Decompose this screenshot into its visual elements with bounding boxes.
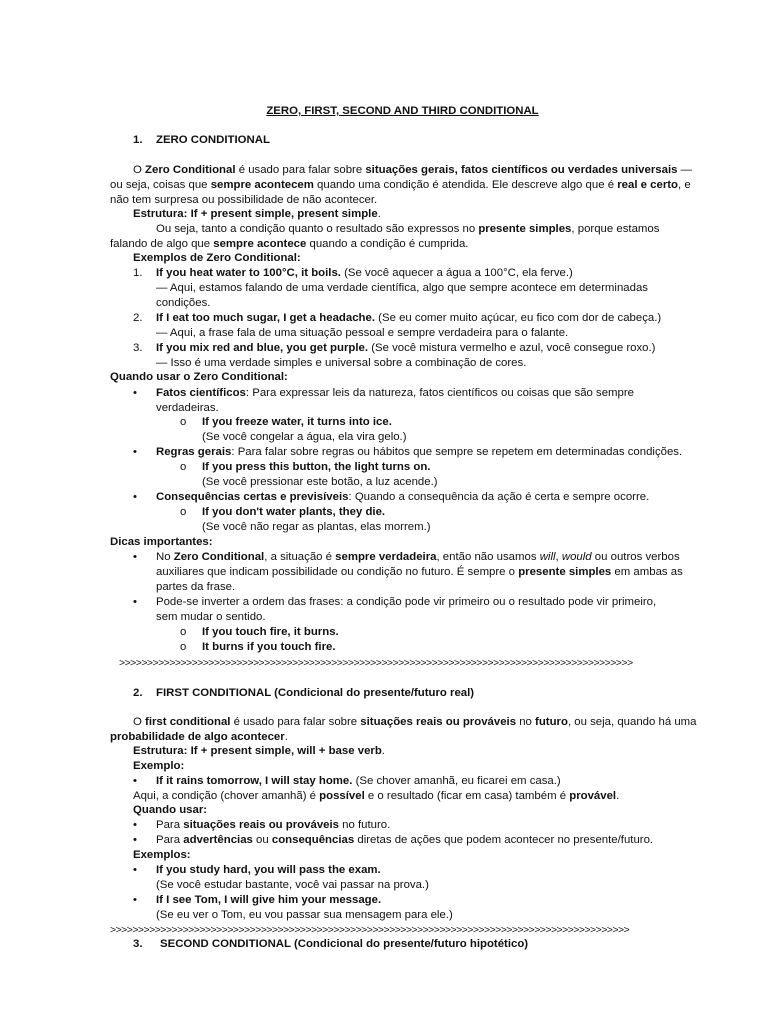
- tips-title: Dicas importantes:: [110, 536, 213, 548]
- example-1-note: — Aqui, estamos falando de uma verdade científica, algo que sempre acontece em determinadas: [156, 282, 648, 294]
- tip-1-line-3: partes da frase.: [156, 581, 236, 593]
- section-2-number: 2.: [133, 687, 143, 699]
- example-1-note-cont: condições.: [156, 297, 211, 309]
- example-3-number: 3.: [133, 342, 143, 354]
- section-1-heading: ZERO CONDITIONAL: [156, 134, 270, 146]
- example-3-note: — Isso é uma verdade simples e universal sobre a combinação de cores.: [156, 357, 527, 369]
- sec2-when-title: Quando usar:: [133, 804, 208, 816]
- when-item-3-example: If you don't water plants, they die.: [202, 506, 386, 518]
- sec2-example-1-translation: (Se você estudar bastante, você vai passar na prova.): [156, 879, 429, 891]
- tip-2-example-1: If you touch fire, it burns.: [202, 626, 339, 638]
- tip-1-line-2: auxiliares que indicam possibilidade ou condição no futuro. É sempre o presente simples em ambas as: [156, 566, 683, 578]
- when-item-2-example: If you press this button, the light turns on.: [202, 461, 431, 473]
- sec2-when-2: Para advertências ou consequências diretas de ações que podem acontecer no presente/futuro.: [156, 834, 654, 846]
- bullet-icon: •: [133, 596, 137, 608]
- when-item-1-translation: (Se você congelar a água, ela vira gelo.): [202, 431, 407, 443]
- tip-1-line-1: No Zero Conditional, a situação é sempre verdadeira, então não usamos will, would ou outros verbos: [156, 551, 680, 563]
- sec2-examples-title: Exemplos:: [133, 849, 191, 861]
- sub-bullet-icon: o: [180, 461, 187, 473]
- sec1-intro-line-1: O Zero Conditional é usado para falar sobre situações gerais, fatos científicos ou verdades universais —: [133, 164, 693, 176]
- sec1-explain-line-1: Ou seja, tanto a condição quanto o resultado são expressos no presente simples, porque estamos: [156, 223, 660, 235]
- tip-2-line-2: sem mudar o sentido.: [156, 611, 266, 623]
- section-divider: >>>>>>>>>>>>>>>>>>>>>>>>>>>>>>>>>>>>>>>>>>>>>>>>>>>>>>>>>>>>>>>>>>>>>>>>>>>>>>>>>>>>>>>>>>>>: [119, 657, 633, 669]
- bullet-icon: •: [133, 551, 137, 563]
- sec2-example-title: Exemplo:: [133, 760, 185, 772]
- sec2-example: If it rains tomorrow, I will stay home. (Se chover amanhã, eu ficarei em casa.): [156, 775, 561, 787]
- sec1-intro-line-2: ou seja, coisas que sempre acontecem quando uma condição é atendida. Ele descreve algo que é real e certo, e: [110, 179, 691, 191]
- sub-bullet-icon: o: [180, 641, 187, 653]
- example-2-number: 2.: [133, 312, 143, 324]
- section-3-number: 3.: [133, 938, 143, 950]
- section-divider: >>>>>>>>>>>>>>>>>>>>>>>>>>>>>>>>>>>>>>>>>>>>>>>>>>>>>>>>>>>>>>>>>>>>>>>>>>>>>>>>>>>>>>>>>>>>>: [110, 924, 630, 936]
- when-item-3: Consequências certas e previsíveis: Quando a consequência da ação é certa e sempre ocorre.: [156, 491, 650, 503]
- bullet-icon: •: [133, 775, 137, 787]
- sub-bullet-icon: o: [180, 626, 187, 638]
- sec1-intro-line-3: não tem surpresa ou possibilidade de não acontecer.: [110, 194, 378, 206]
- when-item-2-translation: (Se você pressionar este botão, a luz acende.): [202, 476, 438, 488]
- sec1-examples-title: Exemplos de Zero Conditional:: [133, 252, 301, 264]
- sec2-example-2: If I see Tom, I will give him your message.: [156, 894, 382, 906]
- when-item-2: Regras gerais: Para falar sobre regras ou hábitos que sempre se repetem em determinadas condições.: [156, 446, 683, 458]
- sec2-intro-line-1: O first conditional é usado para falar sobre situações reais ou prováveis no futuro, ou seja, quando há uma: [133, 716, 697, 728]
- bullet-icon: •: [133, 894, 137, 906]
- when-item-1-cont: verdadeiras.: [156, 402, 219, 414]
- when-item-3-translation: (Se você não regar as plantas, elas morrem.): [202, 521, 431, 533]
- tip-2-line-1: Pode-se inverter a ordem das frases: a condição pode vir primeiro ou o resultado pode vir primeiro,: [156, 596, 657, 608]
- section-1-number: 1.: [133, 134, 143, 146]
- section-3-heading: SECOND CONDITIONAL (Condicional do presente/futuro hipotético): [160, 938, 529, 950]
- bullet-icon: •: [133, 387, 137, 399]
- when-to-use-title: Quando usar o Zero Conditional:: [110, 371, 288, 383]
- page-title: ZERO, FIRST, SECOND AND THIRD CONDITIONAL: [266, 105, 539, 117]
- bullet-icon: •: [133, 864, 137, 876]
- sec1-explain-line-2: falando de algo que sempre acontece quando a condição é cumprida.: [110, 238, 469, 250]
- sub-bullet-icon: o: [180, 506, 187, 518]
- sec2-example-1: If you study hard, you will pass the exam.: [156, 864, 381, 876]
- bullet-icon: •: [133, 834, 137, 846]
- sec1-structure: Estrutura: If + present simple, present simple.: [133, 208, 381, 220]
- example-3: If you mix red and blue, you get purple. (Se você mistura vermelho e azul, você consegue roxo.): [156, 342, 656, 354]
- example-2-note: — Aqui, a frase fala de uma situação pessoal e sempre verdadeira para o falante.: [156, 327, 569, 339]
- when-item-1-example: If you freeze water, it turns into ice.: [202, 416, 392, 428]
- sec2-when-1: Para situações reais ou prováveis no futuro.: [156, 819, 391, 831]
- example-2: If I eat too much sugar, I get a headache. (Se eu comer muito açúcar, eu fico com dor de cabeça.): [156, 312, 662, 324]
- section-2-heading: FIRST CONDITIONAL (Condicional do presente/futuro real): [156, 687, 475, 699]
- sec2-example-2-translation: (Se eu ver o Tom, eu vou passar sua mensagem para ele.): [156, 909, 453, 921]
- sec2-structure: Estrutura: If + present simple, will + base verb.: [133, 745, 385, 757]
- when-item-1: Fatos científicos: Para expressar leis da natureza, fatos científicos ou coisas que são sempre: [156, 387, 635, 399]
- example-1-number: 1.: [133, 267, 143, 279]
- example-1: If you heat water to 100°C, it boils. (Se você aquecer a água a 100°C, ela ferve.): [156, 267, 573, 279]
- bullet-icon: •: [133, 446, 137, 458]
- sec2-intro-line-2: probabilidade de algo acontecer.: [110, 731, 288, 743]
- sub-bullet-icon: o: [180, 416, 187, 428]
- bullet-icon: •: [133, 491, 137, 503]
- tip-2-example-2: It burns if you touch fire.: [202, 641, 336, 653]
- bullet-icon: •: [133, 819, 137, 831]
- sec2-explain: Aqui, a condição (chover amanhã) é possível e o resultado (ficar em casa) também é provável.: [133, 790, 620, 802]
